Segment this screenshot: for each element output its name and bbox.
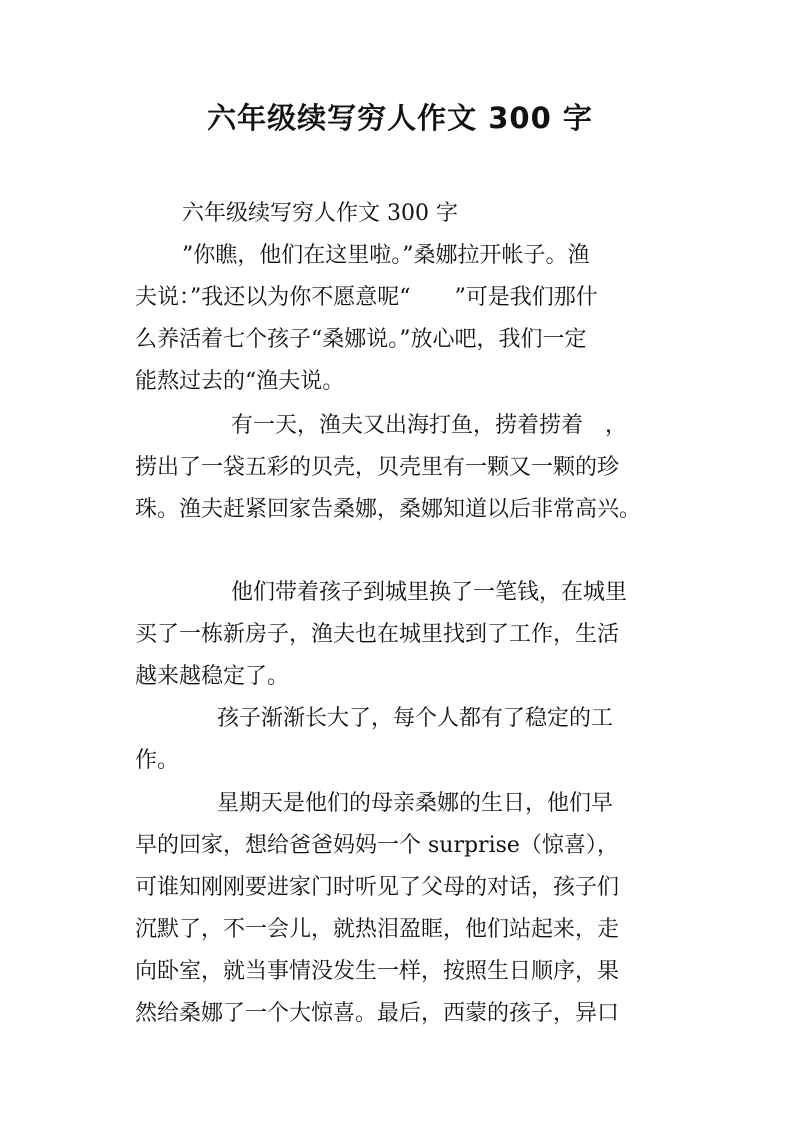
text-line: 有一天，渔夫又出海打鱼，捞着捞着 ， (231, 413, 628, 438)
text-line: 么养活着七个孩子“桑娜说。”放心吧，我们一定 (135, 327, 587, 352)
document-title: 六年级续写穷人作文 300 字 (207, 101, 593, 135)
text-line: ”你瞧，他们在这里啦。”桑娜拉开帐子。渔 (182, 243, 590, 268)
text-line: 珠。渔夫赶紧回家告桑娜，桑娜知道以后非常高兴。 (135, 497, 642, 522)
text-line: 夫说：”我还以为你不愿意呢“ ”可是我们那什 (135, 285, 598, 310)
text-line: 他们带着孩子到城里换了一笔钱，在城里 (231, 580, 628, 605)
text-line: 然给桑娜了一个大惊喜。最后，西蒙的孩子，异口 (135, 1001, 620, 1026)
text-line: 早的回家，想给爸爸妈妈一个 surprise（惊喜）， (135, 833, 619, 858)
text-line: 孩子渐渐长大了，每个人都有了稳定的工 (217, 706, 614, 731)
text-line: 沉默了，不一会儿，就热泪盈眶，他们站起来，走 (135, 917, 620, 942)
text-line: 捞出了一袋五彩的贝壳，贝壳里有一颗又一颗的珍 (135, 455, 620, 480)
text-line: 六年级续写穷人作文 300 字 (182, 201, 458, 226)
text-line: 作。 (135, 748, 180, 773)
text-line: 向卧室，就当事情没发生一样，按照生日顺序，果 (135, 959, 620, 984)
text-line: 买了一栋新房子，渔夫也在城里找到了工作，生活 (135, 622, 620, 647)
text-line: 可谁知刚刚要进家门时听见了父母的对话，孩子们 (135, 875, 620, 900)
text-line: 星期天是他们的母亲桑娜的生日，他们早 (217, 791, 614, 816)
text-line: 越来越稳定了。 (135, 664, 290, 689)
text-line: 能熬过去的“渔夫说。 (135, 369, 345, 394)
